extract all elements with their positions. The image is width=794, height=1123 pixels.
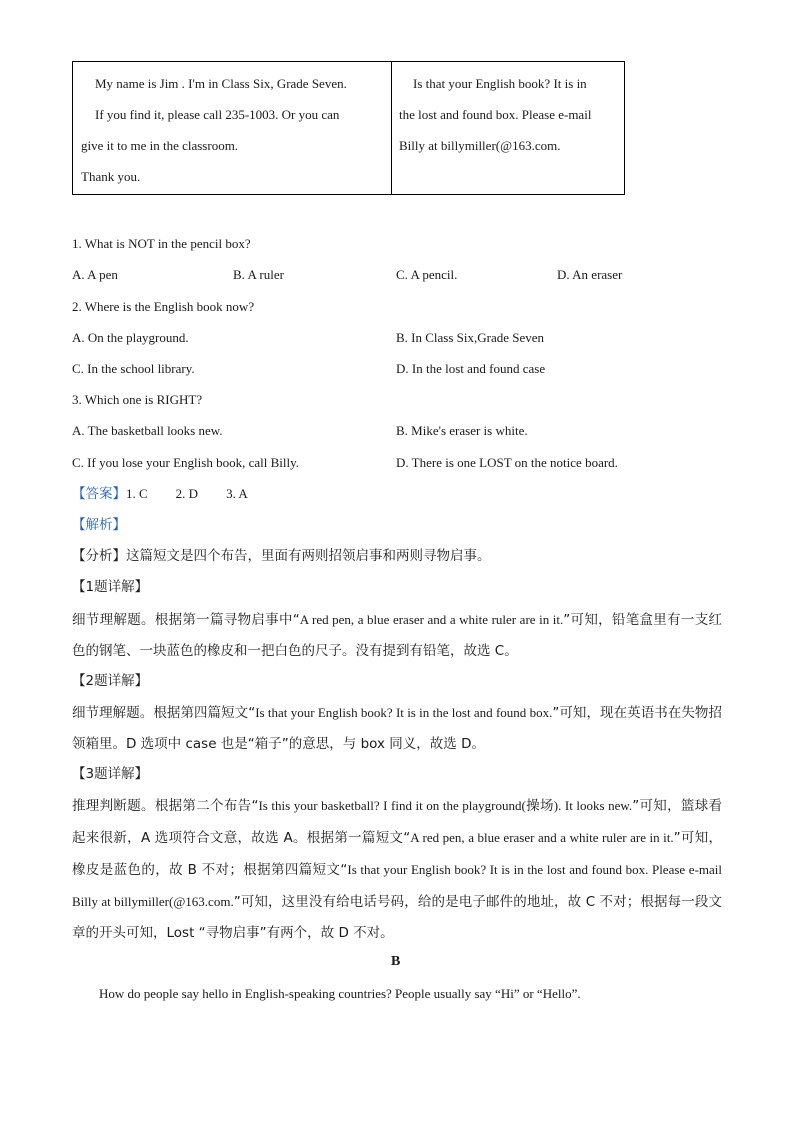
summary-text: 这篇短文是四个布告，里面有两则招领启事和两则寻物启事。 (126, 548, 491, 564)
q3-detail-tag: 【3题详解】 (72, 766, 149, 782)
q3-text-d: ”可知，这里没有给电话号码，给的是电子邮件的地址，故 C 不对；根据每一段文章的开头可知，Lost “寻物启事”有两个，故 D 不对。 (72, 894, 722, 941)
question-2-option-d: D. In the lost and found case (396, 361, 546, 376)
question-2-stem: 2. Where is the English book now? (72, 299, 255, 314)
q3-quote-2: ). It looks new. (553, 798, 633, 813)
question-3-option-b: B. Mike's eraser is white. (396, 423, 528, 438)
notice-jim-line-1: My name is Jim . I'm in Class Six, Grade Seven. (95, 76, 347, 91)
answer-2: 2. D (175, 486, 199, 501)
question-3-stem: 3. Which one is RIGHT? (72, 392, 203, 407)
summary-tag: 【分析】 (72, 548, 126, 564)
answer-3: 3. A (226, 486, 248, 501)
q3-detail-text (72, 790, 722, 949)
q2-quote: Is that your English book? It is in the lost and found box. (255, 705, 553, 720)
q2-detail-tag: 【2题详解】 (72, 673, 149, 689)
q2-detail-text (72, 697, 722, 760)
question-1-option-a: A. A pen (72, 267, 118, 282)
question-1-option-d: D. An eraser (557, 267, 623, 282)
question-3-option-a: A. The basketball looks new. (72, 423, 223, 438)
question-2-option-a: A. On the playground. (72, 330, 189, 345)
q1-text-b: ”可知，铅笔盒里有一支红色的钢笔、一块蓝色的橡皮和一把白色的尺子。没有提到有铅笔，故选 C。 (72, 612, 723, 659)
q3-text-b: ”可知，篮球看起来很新，A 选项符合文意，故选 A。根据第一篇短文“ (72, 798, 723, 846)
question-1-option-b: B. A ruler (233, 267, 284, 282)
answer-line (72, 485, 248, 503)
q3-quote-3: A red pen, a blue eraser and a white ruler are in it. (410, 830, 674, 845)
question-1-option-c: C. A pencil. (396, 267, 458, 282)
notice-billy-line-1: Is that your English book? It is in (413, 76, 587, 91)
section-b-heading: B (391, 954, 401, 969)
summary-line (72, 547, 491, 565)
q1-quote: A red pen, a blue eraser and a white ruler are in it. (299, 612, 564, 627)
notice-jim-line-3: give it to me in the classroom. (81, 138, 239, 153)
section-b-intro: How do people say hello in English-speaking countries? People usually say “Hi” or “Hello”. (99, 986, 581, 1001)
q3-quote-1: Is this your basketball? I find it on the playground( (258, 798, 526, 813)
notice-jim-line-4: Thank you. (81, 169, 141, 184)
q3-text-c: ”可知，橡皮是蓝色的，故 B 不对；根据第四篇短文“ (72, 830, 723, 878)
notice-jim-line-2: If you find it, please call 235-1003. Or you can (95, 107, 340, 122)
q3-gloss: 操场 (525, 798, 554, 814)
q1-detail-tag: 【1题详解】 (72, 579, 149, 595)
q1-detail-text (72, 604, 722, 667)
answer-1: 1. C (126, 486, 148, 501)
q3-quote-4: Is that your English book? It is in the lost and found box. Please e-mail Billy at billymiller(@163.com. (72, 862, 723, 909)
question-2-option-c: C. In the school library. (72, 361, 195, 376)
question-1-stem: 1. What is NOT in the pencil box? (72, 236, 251, 251)
q1-text-a: 细节理解题。根据第一篇寻物启事中“ (72, 612, 300, 628)
notice-billy (392, 62, 624, 194)
analysis-tag: 【解析】 (72, 517, 126, 533)
notice-billy-line-2: the lost and found box. Please e-mail (399, 107, 592, 122)
question-3-option-d: D. There is one LOST on the notice board. (396, 455, 618, 470)
q2-text-a: 细节理解题。根据第四篇短文“ (72, 705, 256, 721)
q2-text-b: ”可知，现在英语书在失物招领箱里。D 选项中 case 也是“箱子”的意思，与 box 同义，故选 D。 (72, 705, 722, 752)
question-2-option-b: B. In Class Six,Grade Seven (396, 330, 545, 345)
notice-billy-line-3: Billy at billymiller(@163.com. (399, 138, 561, 153)
answer-tag: 【答案】 (72, 486, 126, 502)
q3-text-a: 推理判断题。根据第二个布告“ (72, 798, 259, 814)
notice-jim (73, 62, 392, 194)
notice-table (72, 61, 625, 195)
question-3-option-c: C. If you lose your English book, call Billy. (72, 455, 299, 470)
